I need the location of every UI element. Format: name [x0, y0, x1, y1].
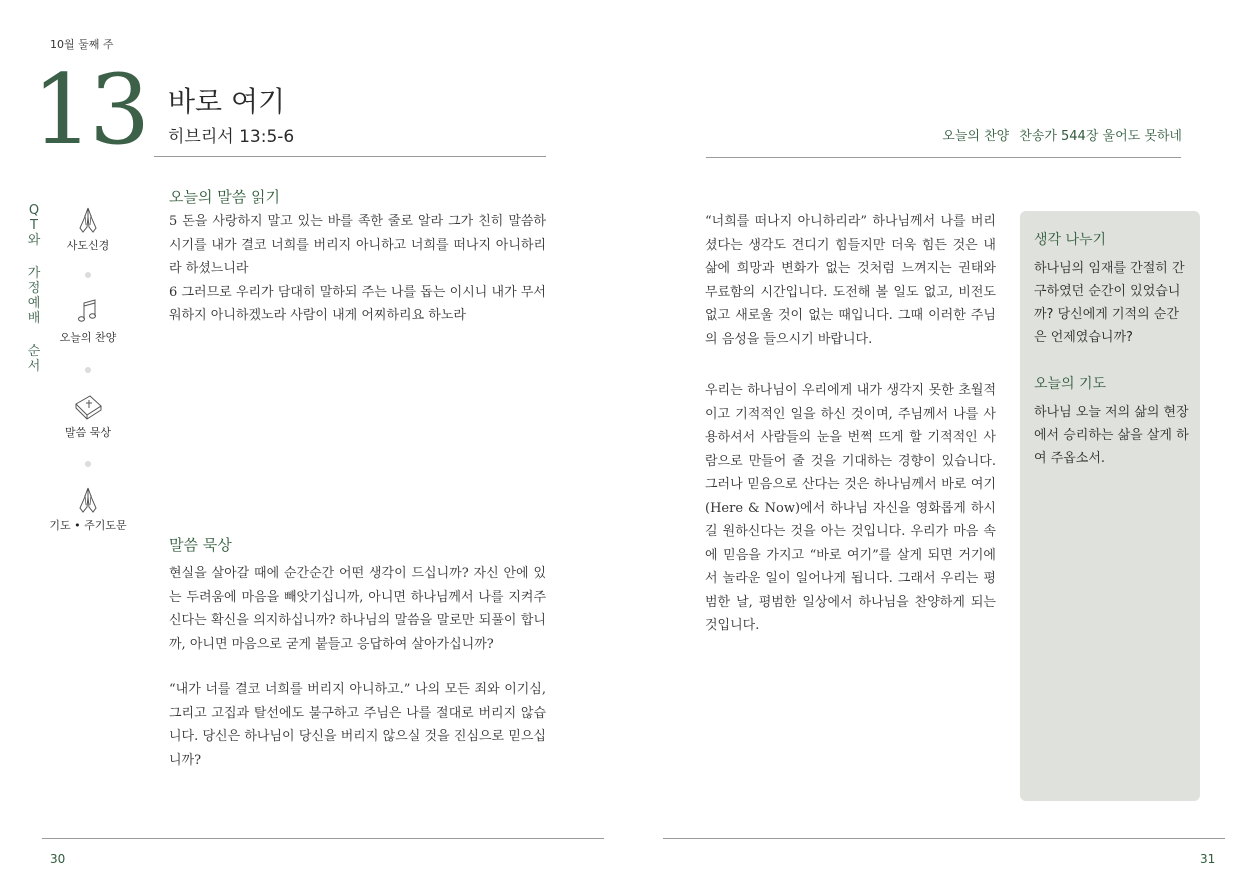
bible-icon — [72, 392, 104, 422]
reflection-sidebar — [1020, 211, 1200, 801]
footer-rule-left — [42, 838, 604, 839]
header-rule-right — [706, 157, 1181, 158]
header-rule-left — [154, 156, 546, 157]
hymn-label: 오늘의 찬양 — [942, 129, 1010, 144]
page-title: 바로 여기 — [168, 85, 286, 118]
footer-rule-right — [663, 838, 1225, 839]
share-text: 하나님의 임재를 간절히 간구하였던 순간이 있었습니까? 당신에게 기적의 순간은 언제였습니까? — [1034, 261, 1185, 345]
meditation-paragraph: 현실을 살아갈 때에 순간순간 어떤 생각이 드십니까? 자신 안에 있는 두려움에 마음을 빼앗기십니까, 아니면 하나님께서 나를 지켜주신다는 확신을 의지하십니까? 하나님의 말씀을 말로만 되풀이 합니까, 아니면 마음으로 굳게 붙들고 응답하여 살아가십니까? — [169, 566, 546, 652]
vertical-char: 가 — [27, 266, 41, 281]
vertical-char: 순 — [27, 344, 41, 359]
step-separator-dot — [85, 367, 91, 373]
week-label: 10월 둘째 주 — [50, 38, 114, 51]
music-note-icon — [73, 297, 103, 327]
scripture-reference: 히브리서 13:5-6 — [168, 127, 295, 147]
day-number: 13 — [32, 54, 147, 166]
right-paragraph: “너희를 떠나지 아니하리라” 하나님께서 나를 버리셨다는 생각도 견디기 힘들지만 더욱 힘든 것은 내 삶에 희망과 변화가 없는 것처럼 느껴지는 권태와 무료함의 시간입니다. 도전해 볼 일도 없고, 비전도 없고 새로울 것이 없는 때입니다. 그때 이러한 주님의 음성을 들으시기 바랍니다. — [705, 214, 996, 347]
vertical-char: 와 — [27, 233, 41, 248]
step-label: 기도 • 주기도문 — [49, 519, 127, 532]
step-hymn — [43, 297, 133, 345]
vertical-char: 배 — [27, 311, 41, 326]
page-number-left: 30 — [50, 852, 66, 866]
share-heading: 생각 나누기 — [1034, 232, 1107, 248]
step-prayer — [43, 485, 133, 533]
praying-hands-icon — [73, 205, 103, 235]
hymn-value: 찬송가 544장 울어도 못하네 — [1019, 129, 1182, 144]
verse-6: 6 그러므로 우리가 담대히 말하되 주는 나를 돕는 이시니 내가 무서워하지 아니하겠노라 사람이 내게 어찌하리요 하노라 — [169, 284, 546, 323]
praying-hands-icon — [73, 485, 103, 515]
reading-text — [169, 210, 546, 328]
vertical-char: 예 — [27, 296, 41, 311]
page-number-right: 31 — [1200, 852, 1216, 866]
meditation-paragraph: “내가 너를 결코 너희를 버리지 아니하고.” 나의 모든 죄와 이기심, 그리고 고집과 탈선에도 불구하고 주님은 나를 절대로 버리지 않습니다. 당신은 하나님이 당신을 버리지 않으실 것을 진심으로 믿으십니까? — [169, 682, 546, 768]
step-label: 말씀 묵상 — [64, 426, 111, 439]
step-label: 사도신경 — [66, 239, 110, 252]
prayer-heading: 오늘의 기도 — [1034, 376, 1107, 392]
vertical-char: 정 — [27, 281, 41, 296]
step-separator-dot — [85, 272, 91, 278]
vertical-gap — [26, 248, 42, 266]
vertical-char: 서 — [27, 359, 41, 374]
step-separator-dot — [85, 461, 91, 467]
right-column-text — [705, 210, 996, 638]
prayer-text: 하나님 오늘 저의 삶의 현장에서 승리하는 삶을 살게 하여 주옵소서. — [1034, 405, 1189, 466]
vertical-gap — [26, 326, 42, 344]
vertical-char: Q — [28, 203, 40, 218]
meditation-heading: 말씀 묵상 — [169, 536, 232, 554]
step-creed — [43, 205, 133, 253]
vertical-label — [26, 203, 42, 374]
verse-5: 5 돈을 사랑하지 말고 있는 바를 족한 줄로 알라 그가 친히 말씀하시기를 내가 결코 너희를 버리지 아니하고 너희를 떠나지 아니하리라 하셨느니라 — [169, 214, 546, 276]
hymn-line — [942, 125, 1182, 144]
vertical-char: T — [30, 218, 38, 233]
meditation-text — [169, 562, 546, 772]
step-label: 오늘의 찬양 — [59, 331, 117, 344]
reading-heading: 오늘의 말씀 읽기 — [169, 188, 280, 206]
step-meditation — [43, 392, 133, 440]
right-paragraph: 우리는 하나님이 우리에게 내가 생각지 못한 초월적이고 기적적인 일을 하신 것이며, 주님께서 나를 사용하셔서 사람들의 눈을 번쩍 뜨게 할 기적적인 사람으로 만들어 줄 것을 기대하는 경향이 있습니다. 그러나 믿음으로 산다는 것은 하나님께서 바로 여기(Here & Now)에서 하나님 자신을 영화롭게 하시길 원하신다는 것을 아는 것입니다. 우리가 마음 속에 믿음을 가지고 “바로 여기”를 살게 되면 거기에서 놀라운 일이 일어나게 됩니다. 그래서 우리는 평범한 날, 평범한 일상에서 하나님을 찬양하게 되는 것입니다. — [705, 383, 996, 633]
